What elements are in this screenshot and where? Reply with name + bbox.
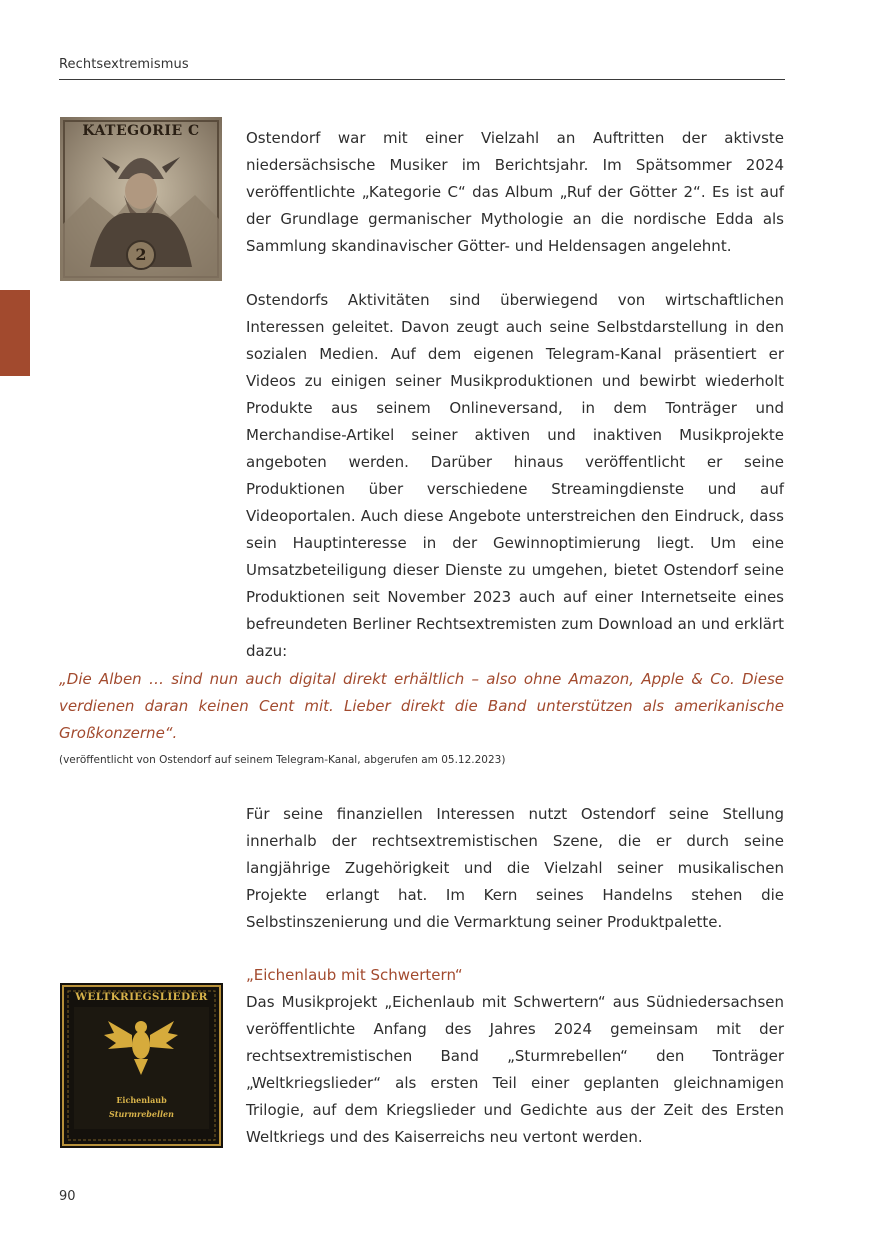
- quote-source: (veröffentlicht von Ostendorf auf seinem Telegram-Kanal, abgerufen am 05.12.2023): [59, 754, 506, 766]
- paragraph-kategorie-c: Ostendorf war mit einer Vielzahl an Auftritten der aktivste niedersächsische Musiker im Berichtsjahr. Im Spätsommer 2024 veröffentlichte „Kategorie C“ das Album „Ruf der Götter 2“. Es ist auf der Grundlage germanischer Mythologie an die nordische Edda als Sammlung skandinavischer Götter- und Heldensagen angelehnt.: [246, 129, 784, 255]
- section-subheading: „Eichenlaub mit Schwertern“: [246, 966, 463, 984]
- album-cover-weltkriegslieder: [60, 983, 223, 1148]
- album-cover-kategorie-c: [60, 117, 222, 281]
- album-cover-title: WELTKRIEGSLIEDER: [75, 991, 208, 1003]
- paragraph-financial-interests: Für seine finanziellen Interessen nutzt Ostendorf seine Stellung innerhalb der rechtsextremistischen Szene, die er durch seine langjährige Zugehörigkeit und die Vielzahl seiner musikalischen Projekte erlangt hat. Im Kern seines Handelns stehen die Selbstinszenierung und die Vermarktung seiner Produktpalette.: [246, 805, 784, 931]
- running-header: Rechtsextremismus: [59, 57, 189, 72]
- quote-text: „Die Alben … sind nun auch digital direkt erhältlich – also ohne Amazon, Apple & Co. Diese verdienen daran keinen Cent mit. Lieber direkt die Band unterstützen als amerikanische Großkonzerne“.: [59, 670, 784, 742]
- album-cover-band-2: Sturmrebellen: [109, 1109, 174, 1119]
- album-cover-title: KATEGORIE C: [82, 123, 200, 139]
- album-cover-band-1: Eichenlaub: [116, 1095, 167, 1105]
- paragraph-eichenlaub: Das Musikprojekt „Eichenlaub mit Schwertern“ aus Südniedersachsen veröffentlichte Anfang des Jahres 2024 gemeinsam mit der rechtsextremistischen Band „Sturmrebellen“ den Tonträger „Weltkriegslieder“ als ersten Teil einer geplanten gleichnamigen Trilogie, auf dem Kriegslieder und Gedichte aus der Zeit des Ersten Weltkriegs und des Kaiserreichs neu vertont werden.: [246, 993, 784, 1146]
- header-rule: [59, 79, 785, 80]
- paragraph-ostendorf-activities: Ostendorfs Aktivitäten sind überwiegend von wirtschaftlichen Interessen geleitet. Davon zeugt auch seine Selbstdarstellung in den sozialen Medien. Auf dem eigenen Telegram-Kanal präsentiert er Videos zu einigen seiner Musikproduktionen und bewirbt wiederholt Produkte aus seinem Onlineversand, in dem Tonträger und Merchandise-Artikel seiner aktiven und inaktiven Musikprojekte angeboten werden. Darüber hinaus veröffentlicht er seine Produktionen über verschiedene Streamingdienste und auf Videoportalen. Auch diese Angebote unterstreichen den Eindruck, dass sein Hauptinteresse in der Gewinnoptimierung liegt. Um eine Umsatzbeteiligung dieser Dienste zu umgehen, bietet Ostendorf seine Produktionen seit November 2023 auch auf einer Internetseite eines befreundeten Berliner Rechtsextremisten zum Download an und erklärt dazu:: [246, 291, 784, 660]
- album-cover-weltkriegslieder-art: [60, 983, 223, 1148]
- chapter-side-tab: [0, 290, 30, 376]
- page-number: 90: [59, 1189, 76, 1204]
- album-cover-number: 2: [135, 245, 147, 264]
